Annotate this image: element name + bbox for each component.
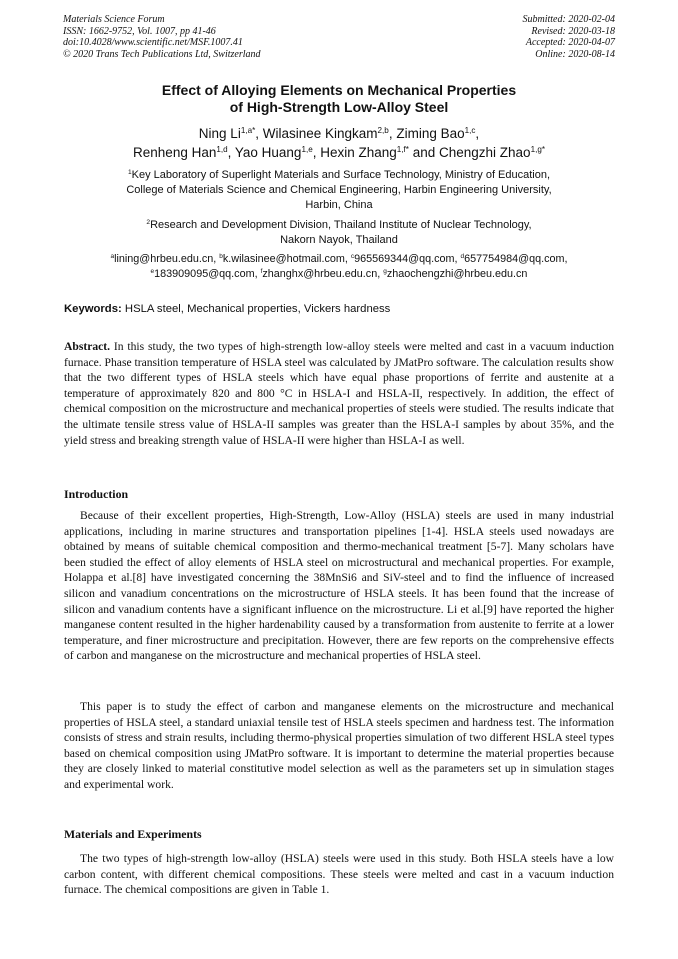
revised-date: Revised: 2020-03-18 [531, 25, 615, 37]
author-name: Yao Huang [234, 145, 302, 160]
author-sup: 1,e [301, 145, 313, 155]
paper-title [63, 82, 615, 116]
author-list [63, 124, 615, 162]
author-sup: 2,b [377, 126, 389, 136]
author-name: Ning Li [198, 126, 241, 141]
keywords [64, 302, 616, 316]
author-line-2: Renheng Han$^{1,d}$, Yao Huang$^{1,e}$, Hexin Zhang$^{1,f*}$ and Chengzhi Zhao$^{1,g*}$ [133, 145, 545, 160]
affiliation-text: Research and Development Division, Thailand Institute of Nuclear Technology, [150, 219, 532, 231]
affiliation-line [63, 168, 615, 183]
author-name: Renheng Han [133, 145, 217, 160]
journal-copyright: © 2020 Trans Tech Publications Ltd, Switzerland [63, 48, 261, 60]
journal-info [63, 14, 261, 60]
title-line-1: Effect of Alloying Elements on Mechanical Properties [161, 82, 517, 98]
affiliation-text: Harbin, China [305, 199, 373, 211]
email-link[interactable]: zhaochengzhi@hrbeu.edu.cn [386, 268, 528, 280]
keywords-label: Keywords: [64, 303, 122, 315]
author-and: and [412, 145, 436, 160]
email-mark: f [260, 268, 263, 276]
introduction-heading: Introduction [64, 487, 129, 501]
email-link[interactable]: 657754984@qq.com, [464, 253, 568, 265]
title-line-2: of High-Strength Low-Alloy Steel [229, 99, 449, 115]
email-link[interactable]: 183909095@qq.com, [154, 268, 261, 280]
email-link[interactable]: k.wilasinee@hotmail.com, [222, 253, 351, 265]
affiliation-mark: 1 [127, 169, 132, 177]
affiliation-2 [63, 218, 615, 248]
author-sup: 1,g* [530, 145, 545, 155]
affiliation-text: Nakorn Nayok, Thailand [280, 234, 398, 246]
email-line-2 [63, 267, 615, 282]
materials-paragraph-1: The two types of high-strength low-alloy (HSLA) steels were used in this study. Both HSLA steels have a low carbon content, with different chemical compositions. These steels were melted and cast in a vacuum induction furnace. The chemical compositions are given in Table 1. [64, 852, 614, 897]
author-emails [63, 252, 615, 282]
affiliation-text: Key Laboratory of Superlight Materials and Surface Technology, Ministry of Education, [131, 169, 551, 181]
author-sup: 1,c [464, 126, 476, 136]
email-line-1 [63, 252, 615, 267]
email-mark: a [110, 253, 115, 261]
email-link[interactable]: zhanghx@hrbeu.edu.cn, [262, 268, 384, 280]
publication-dates [523, 14, 616, 60]
abstract [64, 339, 614, 448]
email-link[interactable]: lining@hrbeu.edu.cn, [114, 253, 220, 265]
author-name: Wilasinee Kingkam [262, 126, 378, 141]
materials-heading: Materials and Experiments [64, 827, 202, 841]
abstract-text: In this study, the two types of high-strength low-alloy steels were melted and cast in a vacuum induction furnace. Phase transition temperature of HSLA steel was calculated by JMatPro software. The calculation results show that the two different types of HSLA steels which have equal phase proportions of ferrite and austenite at a temperature of approximately 820 and 800 °C in HSLA-I and HSLA-II, respectively. In addition, the effect of chemical composition on the microstructure and mechanical properties of steels were studied. The results indicate that the ultimate tensile stress value of HSLA-II samples was greater than the HSLA-I samples by about 35%, and the yield stress and breaking strength value of HSLA-II were higher than HSLA-I as well. [64, 340, 615, 447]
author-sup: 1,d [216, 145, 228, 155]
online-date: Online: 2020-08-14 [535, 48, 615, 60]
abstract-label: Abstract. [64, 340, 111, 353]
accepted-date: Accepted: 2020-04-07 [525, 37, 615, 48]
author-name: Chengzhi Zhao [439, 145, 531, 160]
introduction-paragraph-1: Because of their excellent properties, High-Strength, Low-Alloy (HSLA) steels are used in many industrial applications, including in marine structures and transportation pipelines [1-4]. HSLA steels used nowadays are obtained by means of suitable chemical composition and thermo-mechanical treatment [5-7]. Many scholars have been studied the effect of alloy elements of HSLA steel on microstructural and mechanical properties. For example, Holappa et al.[8] have investigated concerning the 38MnSi6 and SiV-steel and to find the influence of increased silicon and vanadium concentrations on the microstructure of HSLA steels. It has been found that the increase of silicon and vanadium contents have a significant influence on the microstructure. Li et al.[9] have reported the higher manganese content resulted in the higher hardenability caused by a transformation from austenite to ferrite at a lower temperature, and finer microstructure and precipitation. However, there are few reports on the comprehensive effects of carbon and manganese on the microstructure and mechanical properties of HSLA steel. [64, 509, 614, 663]
author-name: Ziming Bao [396, 126, 465, 141]
affiliation-text: College of Materials Science and Chemical Engineering, Harbin Engineering University, [126, 184, 552, 196]
journal-issn: ISSN: 1662-9752, Vol. 1007, pp 41-46 [63, 25, 216, 37]
email-mark: e [150, 268, 155, 276]
journal-name: Materials Science Forum [63, 14, 165, 25]
keywords-text: HSLA steel, Mechanical properties, Vickers hardness [121, 303, 391, 315]
affiliation-1 [63, 168, 615, 213]
email-mark: b [219, 253, 223, 261]
affiliation-mark: 2 [146, 219, 151, 227]
author-sup: 1,a* [240, 126, 256, 136]
journal-doi[interactable]: doi:10.4028/www.scientific.net/MSF.1007.41 [63, 37, 243, 48]
author-line-1: Ning $Li^{1,a*}$, Wilasinee Kingkam$^{2,b}$, Ziming Bao$^{1,c}$, [198, 126, 480, 141]
email-mark: c [350, 253, 355, 261]
email-mark: d [460, 253, 465, 261]
email-mark: g [383, 268, 387, 276]
submitted-date: Submitted: 2020-02-04 [522, 14, 615, 25]
author-name: Hexin Zhang [320, 145, 397, 160]
affiliation-line [63, 218, 615, 233]
author-sup: 1,f* [396, 145, 409, 155]
introduction-paragraph-2: This paper is to study the effect of carbon and manganese elements on the microstructure and mechanical properties of HSLA steel, a standard uniaxial tensile test of HSLA steels specimen and hardness test. The information consists of stress and strain results, including thermo-physical properties simulation of two different HSLA steel types based on chemical composition using JMatPro software. It is important to determine the material properties because they are closely linked to material constitutive model selection as well as the parameters set up in simulation stages and experimental work. [64, 700, 614, 791]
email-link[interactable]: 965569344@qq.com, [354, 253, 461, 265]
